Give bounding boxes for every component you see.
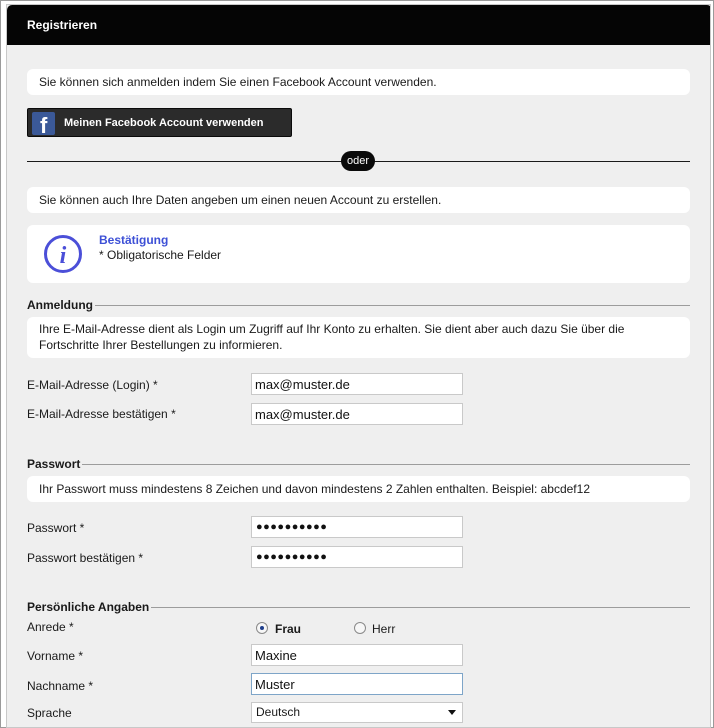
svg-text:i: i	[59, 243, 67, 269]
notice-title: Bestätigung	[99, 233, 169, 247]
confirmation-notice	[27, 225, 690, 283]
section-login-rule	[27, 305, 690, 306]
section-password-title: Passwort	[27, 457, 81, 471]
password-mask: ●●●●●●●●●●	[256, 521, 328, 533]
facebook-intro-box	[27, 69, 690, 95]
section-login-header	[27, 298, 690, 312]
info-icon	[43, 234, 83, 274]
page-title: Registrieren	[7, 5, 711, 45]
email-confirm-input[interactable]	[251, 403, 463, 425]
password-input[interactable]	[251, 516, 463, 538]
registration-panel	[6, 4, 711, 728]
login-info-line2: Fortschritte Ihrer Bestellungen zu informieren.	[39, 338, 283, 352]
facebook-button-label: Meinen Facebook Account verwenden	[64, 117, 264, 129]
firstname-label: Vorname *	[27, 649, 84, 663]
salutation-radio-frau[interactable]	[256, 622, 268, 634]
salutation-option-herr[interactable]: Herr	[372, 622, 396, 636]
section-password-header	[27, 457, 690, 471]
salutation-label: Anrede *	[27, 620, 74, 634]
notice-text: * Obligatorische Felder	[99, 248, 222, 262]
password-confirm-input[interactable]	[251, 546, 463, 568]
password-info-box	[27, 476, 690, 502]
language-select-value: Deutsch	[256, 705, 301, 719]
section-personal-header	[27, 600, 690, 614]
password-label: Passwort *	[27, 521, 85, 535]
facebook-login-button[interactable]	[27, 108, 292, 137]
facebook-logo-icon: f	[32, 112, 55, 135]
firstname-input[interactable]	[251, 644, 463, 666]
section-password-rule	[27, 464, 690, 465]
language-select[interactable]	[251, 702, 463, 723]
email-label: E-Mail-Adresse (Login) *	[27, 378, 158, 392]
section-login-title: Anmeldung	[27, 298, 93, 312]
lastname-label: Nachname *	[27, 679, 94, 693]
login-info-line1: Ihre E-Mail-Adresse dient als Login um Zugriff auf Ihr Konto zu erhalten. Sie dient aber auch dazu Sie über die	[39, 322, 625, 336]
or-separator-badge: oder	[341, 151, 375, 171]
salutation-radio-herr[interactable]	[354, 622, 366, 634]
salutation-option-frau[interactable]: Frau	[275, 622, 302, 636]
lastname-input[interactable]	[251, 673, 463, 695]
register-intro-box	[27, 187, 690, 213]
register-intro-text: Sie können auch Ihre Daten angeben um einen neuen Account zu erstellen.	[39, 193, 442, 207]
password-confirm-label: Passwort bestätigen *	[27, 551, 144, 565]
language-label: Sprache	[27, 706, 72, 720]
section-personal-title: Persönliche Angaben	[27, 600, 150, 614]
chevron-down-icon	[448, 710, 456, 715]
facebook-intro-text: Sie können sich anmelden indem Sie einen Facebook Account verwenden.	[39, 75, 437, 89]
login-info-box	[27, 317, 690, 358]
email-confirm-label: E-Mail-Adresse bestätigen *	[27, 407, 176, 421]
email-input[interactable]	[251, 373, 463, 395]
password-confirm-mask: ●●●●●●●●●●	[256, 551, 328, 563]
password-info-text: Ihr Passwort muss mindestens 8 Zeichen und davon mindestens 2 Zahlen enthalten. Beispiel: abcdef12	[39, 482, 590, 496]
